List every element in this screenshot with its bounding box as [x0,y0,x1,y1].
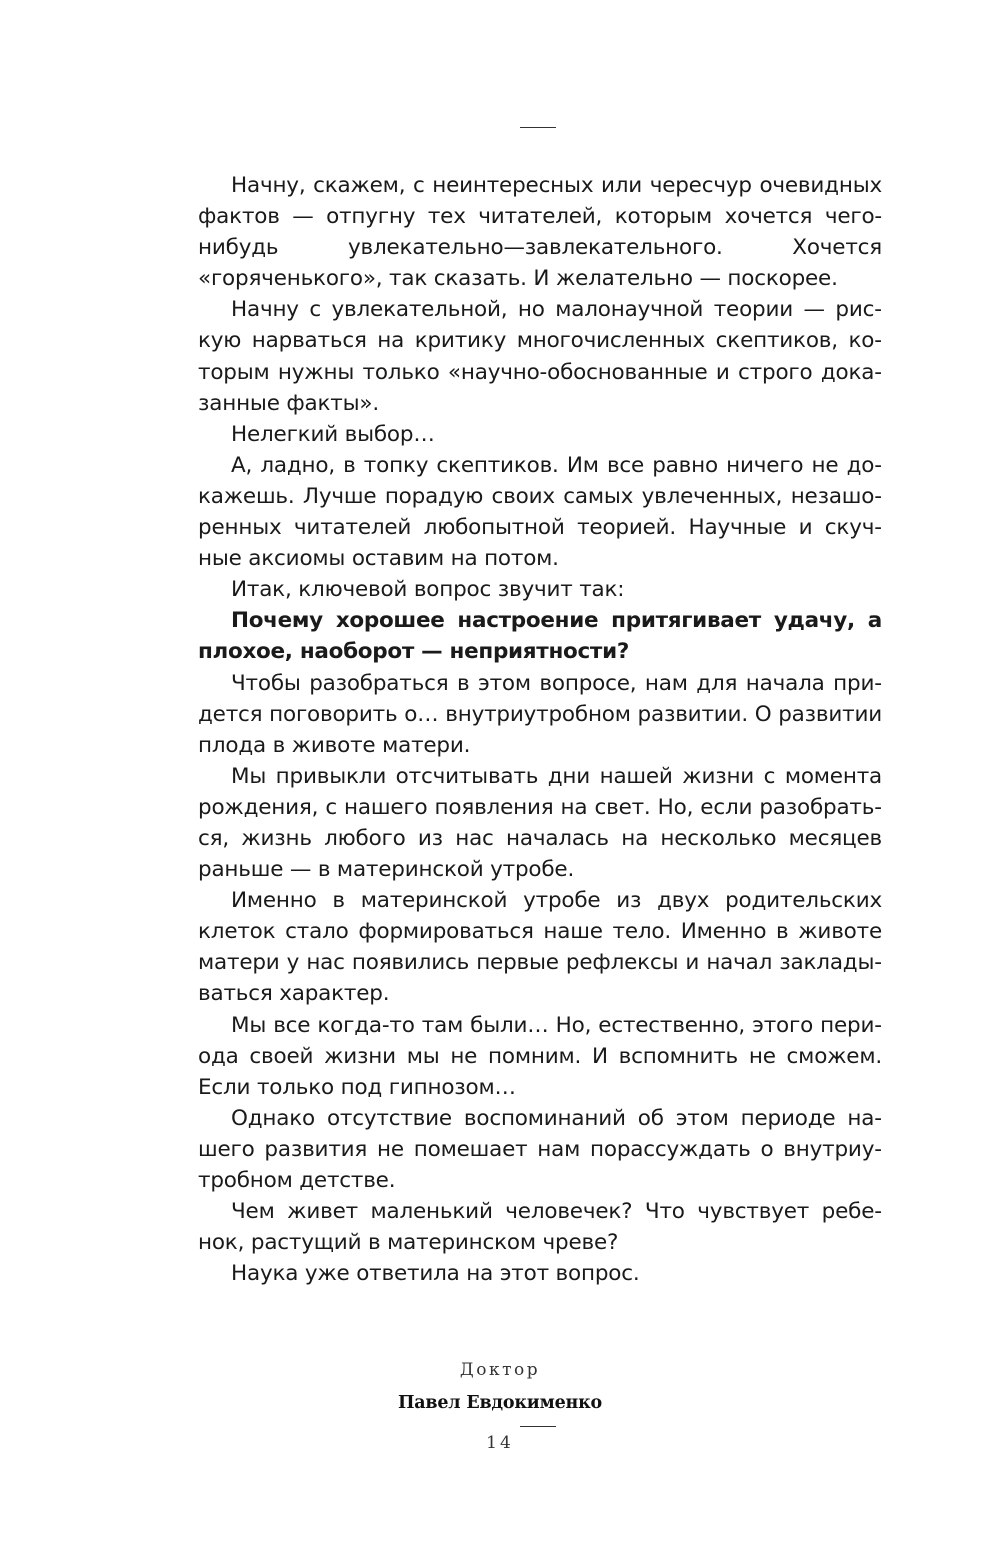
paragraph: Чем живет маленький человечек? Что чувствует ребенок, растущий в материнском чреве? [198,1199,882,1256]
paragraph: Начну с увлекательной, но малонаучной теории — рискую нарваться на критику многочисленных скептиков, которым нужны только «научно-обоснованные и строго доказанные факты». [198,297,882,416]
paragraph: Начну, скажем, с неинтересных или чересчур очевидных фактов — отпугну тех читателей, которым хочется чего-нибудь увлекательно—завлекательного. Хочется «горяченького», так сказать. И желательно — поскорее. [198,173,882,292]
paragraph: Нелегкий выбор… [231,421,435,447]
paragraph: Мы привыкли отсчитывать дни нашей жизни с момента рождения, с нашего появления на свет. Но, если разобраться, жизнь любого из нас началась на несколько месяцев раньше — в материнской утробе. [198,763,882,883]
paragraph: Однако отсутствие воспоминаний об этом периоде нашего развития не помешает нам порассуждать о внутриутробном детстве. [198,1105,882,1193]
paragraph: Мы все когда-то там были… Но, естественно, этого периода своей жизни мы не помним. И вспомнить не сможем. Если только под гипнозом… [198,1012,882,1100]
footer-label: Доктор [459,1360,541,1380]
paragraph: А, ладно, в топку скептиков. Им все равно ничего не докажешь. Лучше порадую своих самых увлеченных, незашоренных читателей любопытной теорией. Научные и скучные аксиомы оставим на потом. [198,452,882,572]
paragraph: Наука уже ответила на этот вопрос. [231,1261,640,1287]
footer-divider [520,1426,556,1427]
footer-author: Павел Евдокименко [397,1393,603,1413]
body-text [198,170,882,1289]
page-number: 14 [486,1433,514,1453]
paragraph: Итак, ключевой вопрос звучит так: [231,577,625,603]
top-divider [520,127,556,128]
paragraph: Именно в материнской утробе из двух родительских клеток стало формироваться наше тело. Именно в животе матери у нас появились первые рефлексы и начал закладываться характер. [198,888,882,1007]
key-question: Почему хорошее настроение притягивает удачу, а плохое, наоборот — неприятности? [198,608,882,665]
paragraph: Чтобы разобраться в этом вопросе, нам для начала придется поговорить о… внутриутробном развитии. О развитии плода в животе матери. [198,670,882,758]
